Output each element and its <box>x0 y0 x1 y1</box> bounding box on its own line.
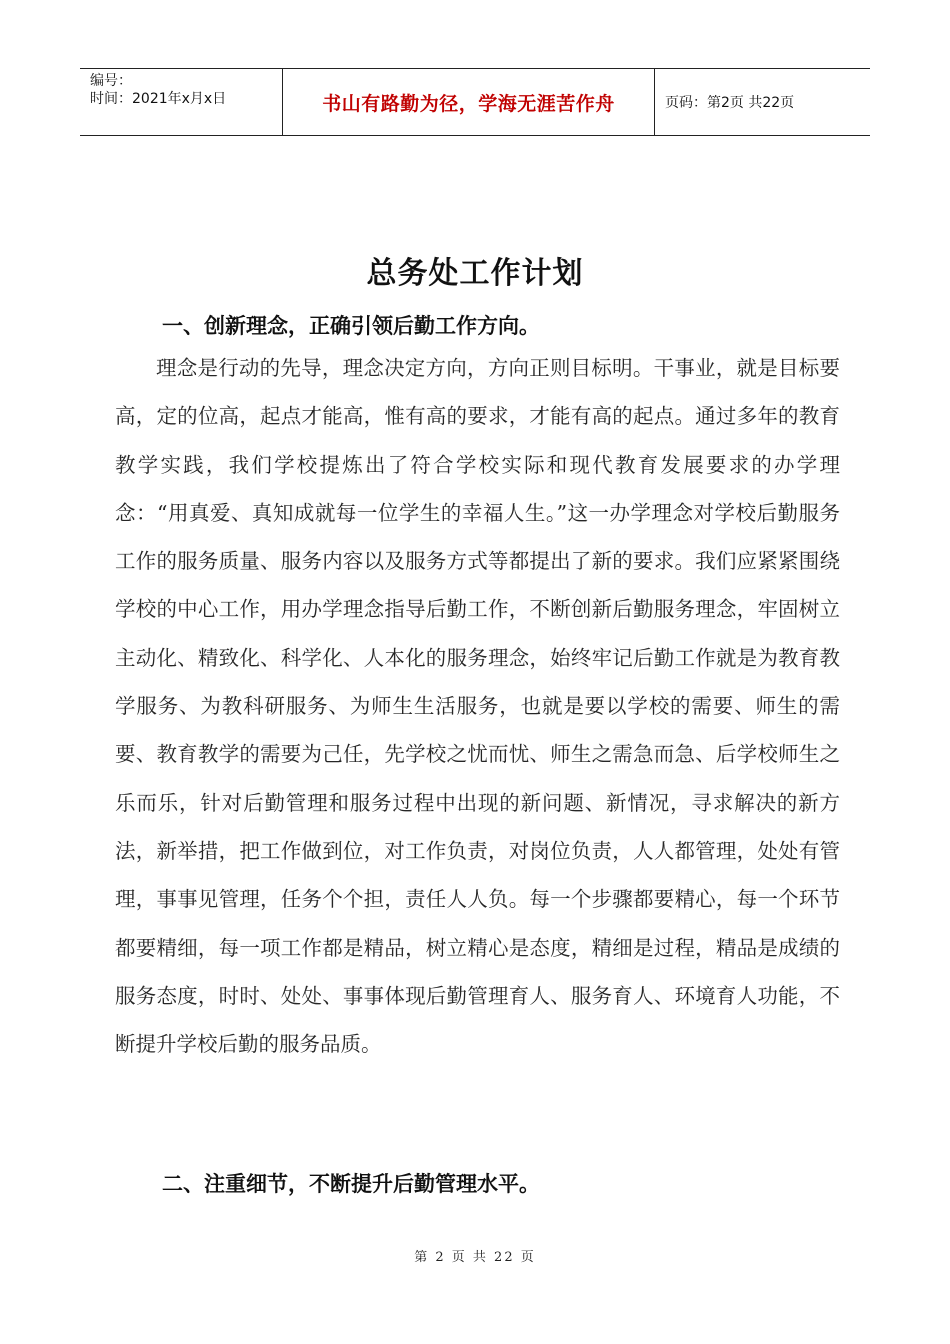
page-footer: 第 2 页 共 22 页 <box>414 1250 536 1265</box>
header-time-label: 时间：2021年x月x日 <box>90 91 227 107</box>
page-header <box>80 68 870 136</box>
document-title: 总务处工作计划 <box>366 256 584 291</box>
section-heading-2: 二、注重细节，不断提升后勤管理水平。 <box>162 1172 540 1196</box>
header-motto: 书山有路勤为径，学海无涯苦作舟 <box>282 69 655 135</box>
header-page-info: 页码：第2页 共22页 <box>665 95 795 111</box>
section-body-1: 理念是行动的先导，理念决定方向，方向正则目标明。干事业，就是目标要高，定的位高，起点才能高，惟有高的要求，才能有高的起点。通过多年的教育教学实践，我们学校提炼出了符合学校实际和现代教育发展要求的办学理念：“用真爱、真知成就每一位学生的幸福人生。”这一办学理念对学校后勤服务工作的服务质量、服务内容以及服务方式等都提出了新的要求。我们应紧紧围绕学校的中心工作，用办学理念指导后勤工作，不断创新后勤服务理念，牢固树立主动化、精致化、科学化、人本化的服务理念，始终牢记后勤工作就是为教育教学服务、为教科研服务、为师生生活服务，也就是要以学校的需要、师生的需要、教育教学的需要为己任，先学校之忧而忧、师生之需急而急、后学校师生之乐而乐，针对后勤管理和服务过程中出现的新问题、新情况，寻求解决的新方法，新举措，把工作做到位，对工作负责，对岗位负责，人人都管理，处处有管理，事事见管理，任务个个担，责任人人负。每一个步骤都要精心，每一个环节都要精细，每一项工作都是精品，树立精心是态度，精细是过程，精品是成绩的服务态度，时时、处处、事事体现后勤管理育人、服务育人、环境育人功能，不断提升学校后勤的服务品质。 <box>115 356 840 1057</box>
header-meta <box>80 69 282 135</box>
header-number-label: 编号： <box>90 73 132 89</box>
section-heading-1: 一、创新理念，正确引领后勤工作方向。 <box>162 314 540 338</box>
